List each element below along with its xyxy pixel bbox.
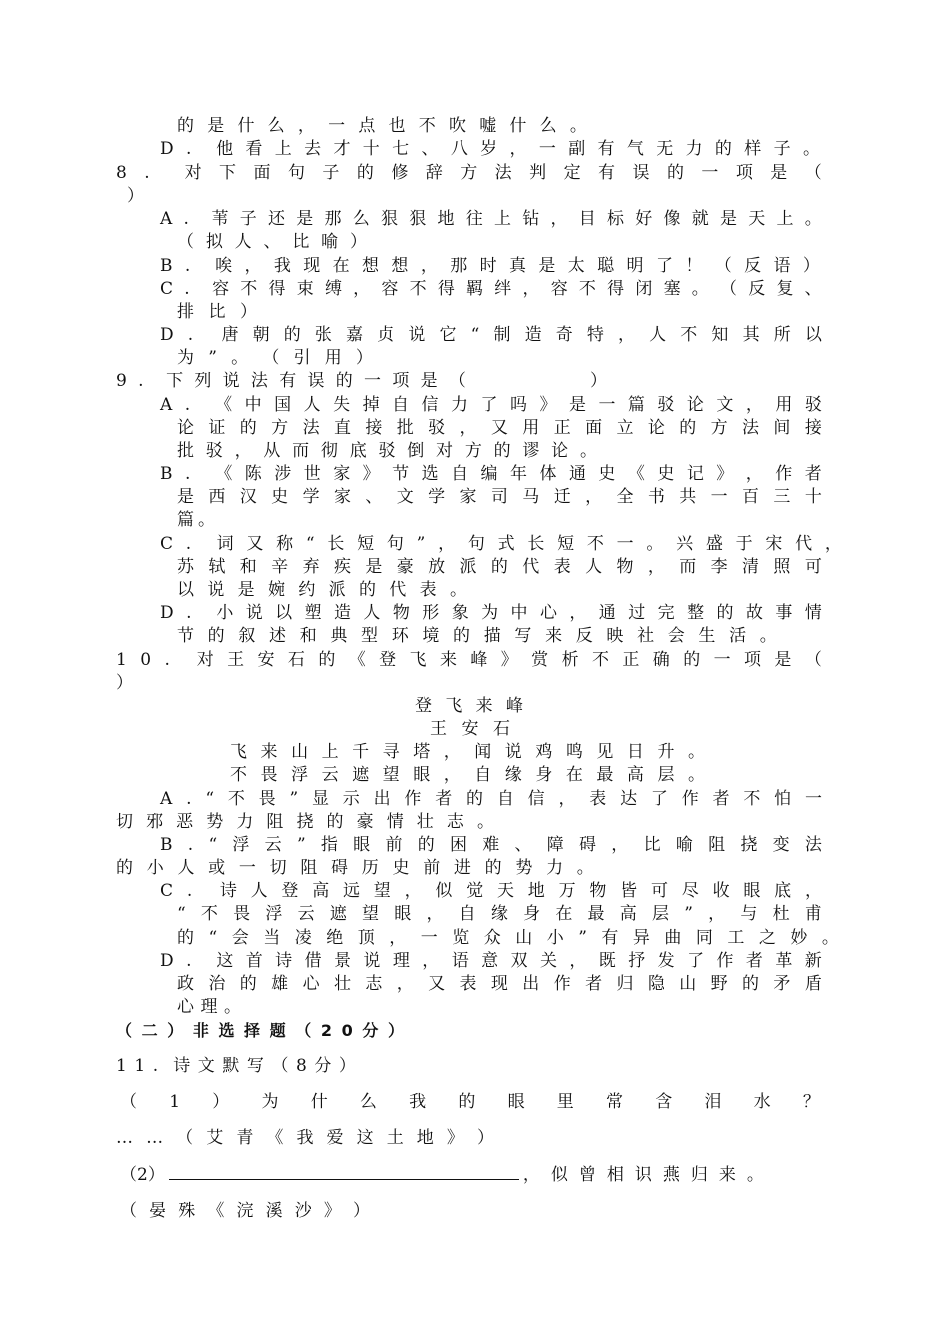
- q10-stem: 1 0 . 对 王 安 石 的 《 登 飞 来 峰 》 赏 析 不 正 确 的 一 项 是 （: [116, 650, 822, 670]
- q9-option-d-cont: 节 的 叙 述 和 典 型 环 境 的 描 写 来 反 映 社 会 生 活 。: [177, 626, 777, 646]
- poem-author: 王 安 石: [430, 719, 510, 739]
- q10-option-a: A . “ 不 畏 ” 显 示 出 作 者 的 自 信 ， 表 达 了 作 者 不 怕 一: [160, 789, 822, 809]
- q10-option-d-cont1: 政 治 的 雄 心 壮 志 ， 又 表 现 出 作 者 归 隐 山 野 的 矛 盾: [177, 974, 822, 994]
- q11-item-2-blank[interactable]: [169, 1163, 519, 1180]
- q9-option-c: C . 词 又 称 “ 长 短 句 ” ， 句 式 长 短 不 一 。 兴 盛 于 宋 代 ，: [160, 534, 842, 554]
- q9-paren-close: ）: [590, 371, 607, 391]
- q7-option-c-cont: 的 是 什 么 ， 一 点 也 不 吹 嘘 什 么 。: [177, 116, 587, 136]
- q8-stem: 8 . 对 下 面 句 子 的 修 辞 方 法 判 定 有 误 的 一 项 是 （: [116, 163, 822, 183]
- q11-item-1-source: … … （ 艾 青 《 我 爱 这 土 地 》 ）: [116, 1128, 494, 1148]
- q11-stem: 1 1 . 诗 文 默 写 （ 8 分 ）: [116, 1056, 356, 1076]
- section-heading: （ 二 ） 非 选 择 题 （ 2 0 分 ）: [116, 1021, 404, 1040]
- q10-option-c-cont1: “ 不 畏 浮 云 遮 望 眼 ， 自 缘 身 在 最 高 层 ” ， 与 杜 甫: [177, 904, 822, 924]
- q10-option-a-cont: 切 邪 恶 势 力 阻 挠 的 豪 情 壮 志 。: [116, 812, 494, 832]
- q10-option-d-cont2: 心 理 。: [177, 997, 241, 1017]
- q10-paren-close: ）: [116, 673, 133, 693]
- q8-option-d-cont: 为 ” 。 （ 引 用 ）: [177, 348, 373, 368]
- poem-title: 登 飞 来 峰: [415, 696, 523, 716]
- q11-item-2-number: （2）: [120, 1165, 165, 1185]
- q8-option-d: D . 唐 朝 的 张 嘉 贞 说 它 “ 制 造 奇 特 ， 人 不 知 其 所 以: [160, 325, 822, 345]
- q8-option-c: C . 容 不 得 束 缚 ， 容 不 得 羁 绊 ， 容 不 得 闭 塞 。 （ 反 复 、: [160, 279, 822, 299]
- q9-option-c-cont1: 苏 轼 和 辛 弃 疾 是 豪 放 派 的 代 表 人 物 ， 而 李 清 照 可: [177, 557, 822, 577]
- q9-option-b: B . 《 陈 涉 世 家 》 节 选 自 编 年 体 通 史 《 史 记 》 ， 作 者: [160, 464, 822, 484]
- q8-option-c-cont: 排 比 ）: [177, 302, 257, 322]
- q8-option-a: A . 苇 子 还 是 那 么 狠 狠 地 往 上 钻 ， 目 标 好 像 就 是 天 上 。: [160, 209, 822, 229]
- q9-option-d: D . 小 说 以 塑 造 人 物 形 象 为 中 心 ， 通 过 完 整 的 故 事 情: [160, 603, 822, 623]
- q9-option-c-cont2: 以 说 是 婉 约 派 的 代 表 。: [177, 580, 467, 600]
- q8-option-a-note: （ 拟 人 、 比 喻 ）: [177, 232, 367, 252]
- q10-option-c: C . 诗 人 登 高 远 望 ， 似 觉 天 地 万 物 皆 可 尽 收 眼 底 ，: [160, 881, 822, 901]
- q9-option-a-cont2: 批 驳 ， 从 而 彻 底 驳 倒 对 方 的 谬 论 。: [177, 441, 597, 461]
- q11-item-2-source: （ 晏 殊 《 浣 溪 沙 》 ）: [120, 1201, 370, 1221]
- q8-paren-close: ）: [127, 186, 144, 206]
- poem-line-2: 不 畏 浮 云 遮 望 眼 ， 自 缘 身 在 最 高 层 。: [230, 765, 705, 785]
- q10-option-b-cont: 的 小 人 或 一 切 阻 碍 历 史 前 进 的 势 力 。: [116, 858, 594, 878]
- q9-option-b-cont1: 是 西 汉 史 学 家 、 文 学 家 司 马 迁 ， 全 书 共 一 百 三 十: [177, 487, 822, 507]
- q9-option-a: A . 《 中 国 人 失 掉 自 信 力 了 吗 》 是 一 篇 驳 论 文 ， 用 驳: [160, 395, 822, 415]
- q11-item-2: [120, 1163, 775, 1186]
- q11-item-2-text: ，似曾相识燕归来。: [522, 1165, 775, 1185]
- q9-option-b-cont2: 篇 。: [177, 510, 215, 530]
- q10-option-d: D . 这 首 诗 借 景 说 理 ， 语 意 双 关 ， 既 抒 发 了 作 者 革 新: [160, 951, 822, 971]
- q10-option-b: B . “ 浮 云 ” 指 眼 前 的 困 难 、 障 碍 ， 比 喻 阻 挠 变 法: [160, 835, 822, 855]
- poem-line-1: 飞 来 山 上 千 寻 塔 ， 闻 说 鸡 鸣 见 日 升 。: [230, 742, 705, 762]
- q10-option-c-cont2: 的 “ 会 当 凌 绝 顶 ， 一 览 众 山 小 ” 有 异 曲 同 工 之 妙 。: [177, 928, 839, 948]
- q7-option-d: D . 他 看 上 去 才 十 七 、 八 岁 ， 一 副 有 气 无 力 的 样 子 。: [160, 139, 820, 159]
- q11-item-1: （ 1 ） 为 什 么 我 的 眼 里 常 含 泪 水 ？: [120, 1092, 820, 1112]
- q8-option-b: B . 唉 ， 我 现 在 想 想 ， 那 时 真 是 太 聪 明 了 ！ （ 反 语 ）: [160, 256, 820, 276]
- q9-stem: 9 . 下 列 说 法 有 误 的 一 项 是 （: [116, 371, 466, 391]
- q9-option-a-cont1: 论 证 的 方 法 直 接 批 驳 ， 又 用 正 面 立 论 的 方 法 间 接: [177, 418, 822, 438]
